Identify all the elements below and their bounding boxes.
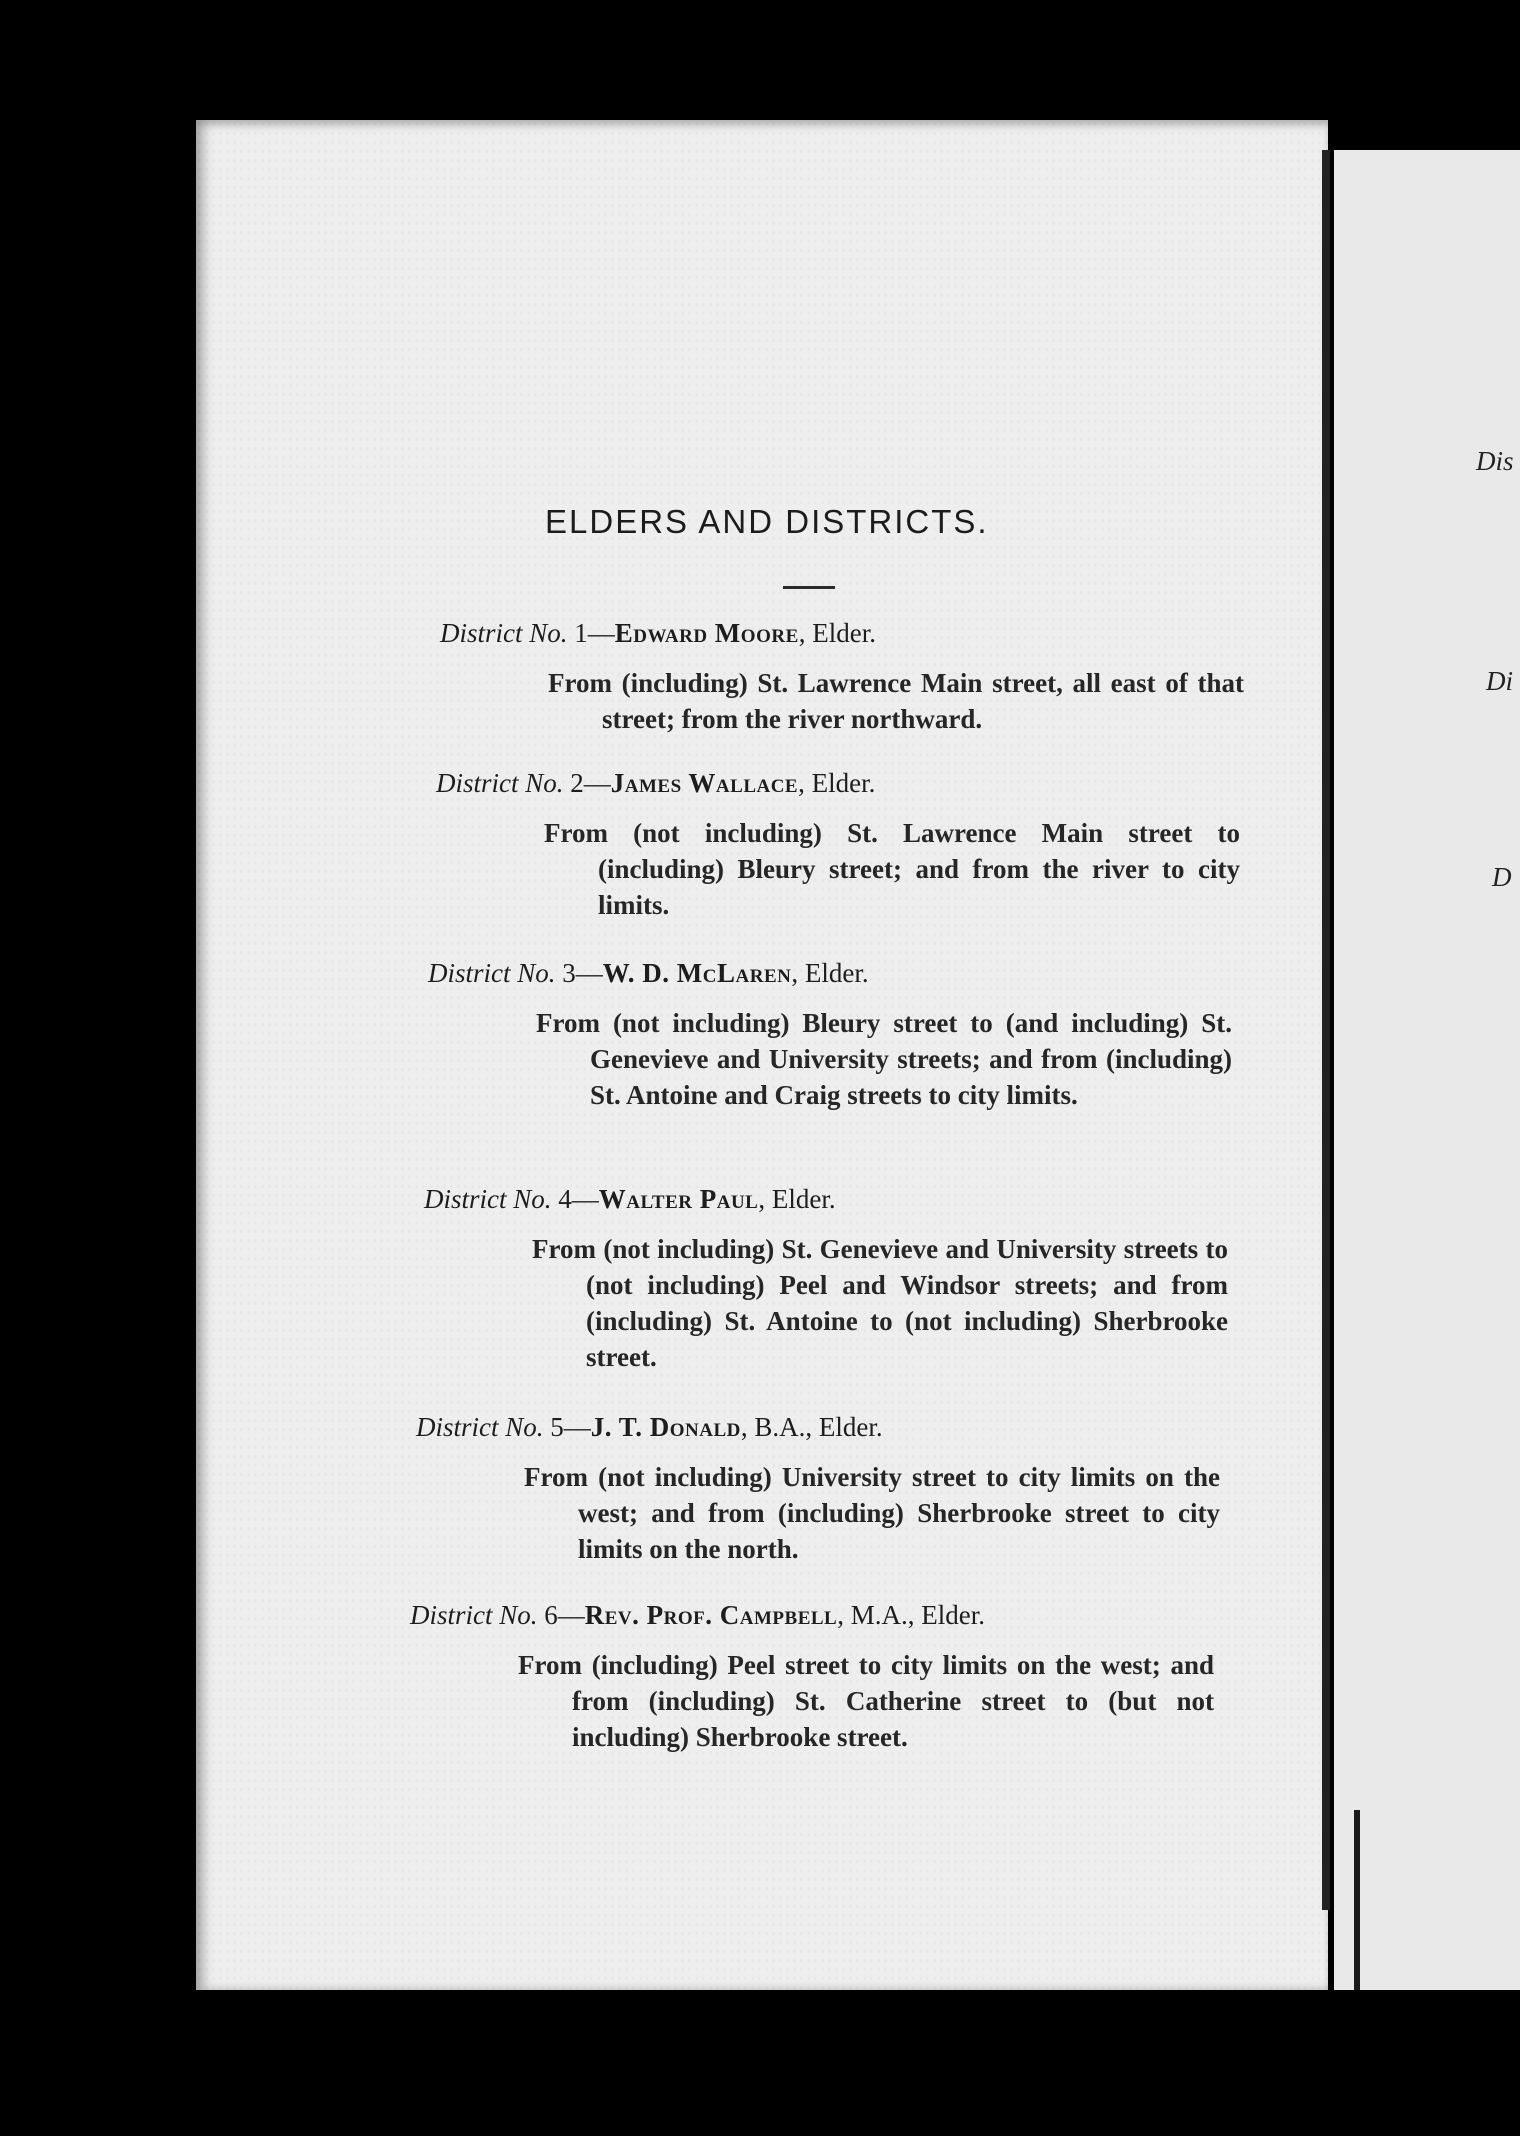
elder-name: Rev. Prof. Campbell [584,1600,838,1630]
district-entry [416,1412,1220,1567]
district-entry [410,1600,1214,1755]
district-number: 6 [544,1600,558,1630]
elder-name: Edward Moore [614,618,799,648]
facing-page-fragment: Di [1486,666,1513,696]
elder-name: W. D. McLaren [602,958,792,988]
district-label: District No. [424,1184,552,1214]
district-label: District No. [436,768,564,798]
district-heading: District No. 6—Rev. Prof. Campbell, M.A., Elder. [410,1600,985,1630]
elder-name: Walter Paul [598,1184,759,1214]
district-description: From (not including) University street to city limits on the west; and from (including) Sherbrooke street to city limits on the north. [524,1462,1220,1564]
district-entry [424,1184,1228,1375]
title-rule [783,586,835,589]
district-heading: District No. 4—Walter Paul, Elder. [424,1184,836,1214]
facing-page [1334,150,1520,1990]
district-entry [428,958,1232,1113]
district-description: From (including) Peel street to city limits on the west; and from (including) St. Catherine street to (but not including) Sherbrooke street. [518,1650,1214,1752]
district-heading: District No. 2—James Wallace, Elder. [436,768,876,798]
facing-page-fragment: D [1492,862,1512,892]
district-entry [440,618,1244,737]
district-description: From (including) St. Lawrence Main street, all east of that street; from the river northward. [548,668,1244,734]
district-number: 1 [574,618,588,648]
district-number: 5 [550,1412,564,1442]
district-description: From (not including) St. Lawrence Main street to (including) Bleury street; and from the river to city limits. [544,818,1240,920]
district-number: 3 [562,958,576,988]
district-description: From (not including) Bleury street to (and including) St. Genevieve and University streets; and from (including) St. Antoine and Craig streets to city limits. [536,1008,1232,1110]
elder-suffix: , Elder. [758,1184,836,1214]
district-number: 2 [570,768,584,798]
district-heading: District No. 1—Edward Moore, Elder. [440,618,876,648]
elder-suffix: , Elder. [798,618,876,648]
district-label: District No. [440,618,568,648]
elder-suffix: , M.A., Elder. [837,1600,985,1630]
district-number: 4 [558,1184,572,1214]
elder-name: J. T. Donald [590,1412,741,1442]
elder-suffix: , Elder. [798,768,876,798]
page-title: ELDERS AND DISTRICTS. [545,503,989,540]
page-gutter-lower [1354,1810,1360,1990]
elder-suffix: , B.A., Elder. [740,1412,883,1442]
district-heading: District No. 3—W. D. McLaren, Elder. [428,958,869,988]
district-label: District No. [416,1412,544,1442]
elder-suffix: , Elder. [791,958,869,988]
elder-name: James Wallace [610,768,799,798]
district-description: From (not including) St. Genevieve and University streets to (not including) Peel and Windsor streets; and from (including) St. Antoine to (not including) Sherbrooke street. [532,1234,1228,1372]
district-entry [436,768,1240,923]
district-label: District No. [428,958,556,988]
district-heading: District No. 5—J. T. Donald, B.A., Elder. [416,1412,883,1442]
page-gutter [1322,150,1330,1910]
district-label: District No. [410,1600,538,1630]
facing-page-fragment: Dis [1476,446,1514,476]
